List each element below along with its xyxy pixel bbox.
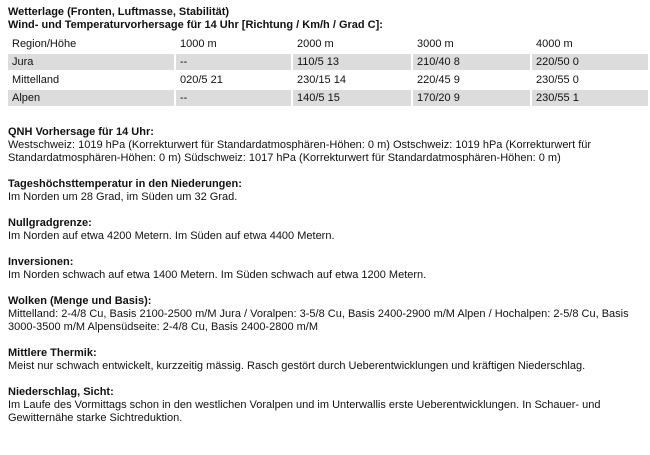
table-cell: -- xyxy=(176,90,291,106)
table-header-cell: 1000 m xyxy=(180,37,217,50)
table-cell: 230/55 0 xyxy=(536,73,579,86)
table-row xyxy=(8,90,648,106)
section-line: Mittelland: 2-4/8 Cu, Basis 2100-2500 m/M Jura / Voralpen: 3-5/8 Cu, Basis 2400-2900 m/M Alpen / Hochalpen: 2-5/8 Cu, Basis xyxy=(8,308,629,320)
section-line: Meist nur schwach entwickelt, kurzzeitig mässig. Rasch gestört durch Ueberentwicklungen und kräftigen Niederschlag. xyxy=(8,360,586,372)
table-cell: 110/5 13 xyxy=(293,54,411,70)
section-precipitation xyxy=(8,386,642,425)
table-cell: Alpen xyxy=(8,90,174,106)
section-line: 3000-3500 m/M Alpensüdseite: 2-4/8 Cu, Basis 2400-2800 m/M xyxy=(8,321,319,333)
table-header-row xyxy=(8,36,648,52)
section-line: Gewitternähe starke Sichtreduktion. xyxy=(8,412,183,424)
table-cell: -- xyxy=(176,54,291,70)
table-cell: 020/5 21 xyxy=(180,73,223,86)
table-header-cell: Region/Höhe xyxy=(12,37,77,50)
table-cell: 230/15 14 xyxy=(297,73,346,86)
table-cell: 220/45 9 xyxy=(417,73,460,86)
table-cell: 230/55 1 xyxy=(532,90,648,106)
table-row xyxy=(8,54,648,70)
table-header-cell: 3000 m xyxy=(417,37,454,50)
section-qnh xyxy=(8,126,642,165)
section-title: Nullgradgrenze: xyxy=(8,217,92,229)
table-row xyxy=(8,72,648,88)
wind-temperature-table xyxy=(6,34,650,108)
section-line: Westschweiz: 1019 hPa (Korrekturwert für Standardatmosphären-Höhen: 0 m) Ostschweiz: 1019 hPa (Korrekturwert für xyxy=(8,139,592,151)
section-line: Im Norden um 28 Grad, im Süden um 32 Grad. xyxy=(8,191,238,203)
section-title: Tageshöchsttemperatur in den Niederungen: xyxy=(8,178,242,190)
section-max-temperature xyxy=(8,178,642,204)
section-title: Wolken (Menge und Basis): xyxy=(8,295,152,307)
section-line: Im Norden auf etwa 4200 Metern. Im Süden auf etwa 4400 Metern. xyxy=(8,230,335,242)
table-cell: 140/5 15 xyxy=(293,90,411,106)
wind-table-caption: Wind- und Temperaturvorhersage für 14 Uhr [Richtung / Km/h / Grad C]: xyxy=(8,19,383,31)
section-title: Inversionen: xyxy=(8,256,74,268)
table-cell: Mittelland xyxy=(12,73,60,86)
table-cell: 220/50 0 xyxy=(532,54,648,70)
section-line: Im Laufe des Vormittags schon in den westlichen Voralpen und im Unterwallis erste Ueberentwicklungen. In Schauer- und xyxy=(8,399,601,411)
section-title: Mittlere Thermik: xyxy=(8,347,97,359)
report-heading: Wetterlage (Fronten, Luftmasse, Stabilität) xyxy=(8,6,230,18)
section-clouds xyxy=(8,295,642,334)
table-header-cell: 2000 m xyxy=(297,37,334,50)
section-thermals xyxy=(8,347,642,373)
table-header-cell: 4000 m xyxy=(536,37,573,50)
section-inversions xyxy=(8,256,642,282)
section-title: Niederschlag, Sicht: xyxy=(8,386,114,398)
section-line: Im Norden schwach auf etwa 1400 Metern. Im Süden schwach auf etwa 1200 Metern. xyxy=(8,269,427,281)
section-title: QNH Vorhersage für 14 Uhr: xyxy=(8,126,154,138)
table-cell: 210/40 8 xyxy=(413,54,530,70)
table-cell: Jura xyxy=(8,54,174,70)
section-line: Standardatmosphären-Höhen: 0 m) Südschweiz: 1017 hPa (Korrekturwert für Standardatmosphären-Höhen: 0 m) xyxy=(8,152,561,164)
table-cell: 170/20 9 xyxy=(413,90,530,106)
section-freezing-level xyxy=(8,217,642,243)
